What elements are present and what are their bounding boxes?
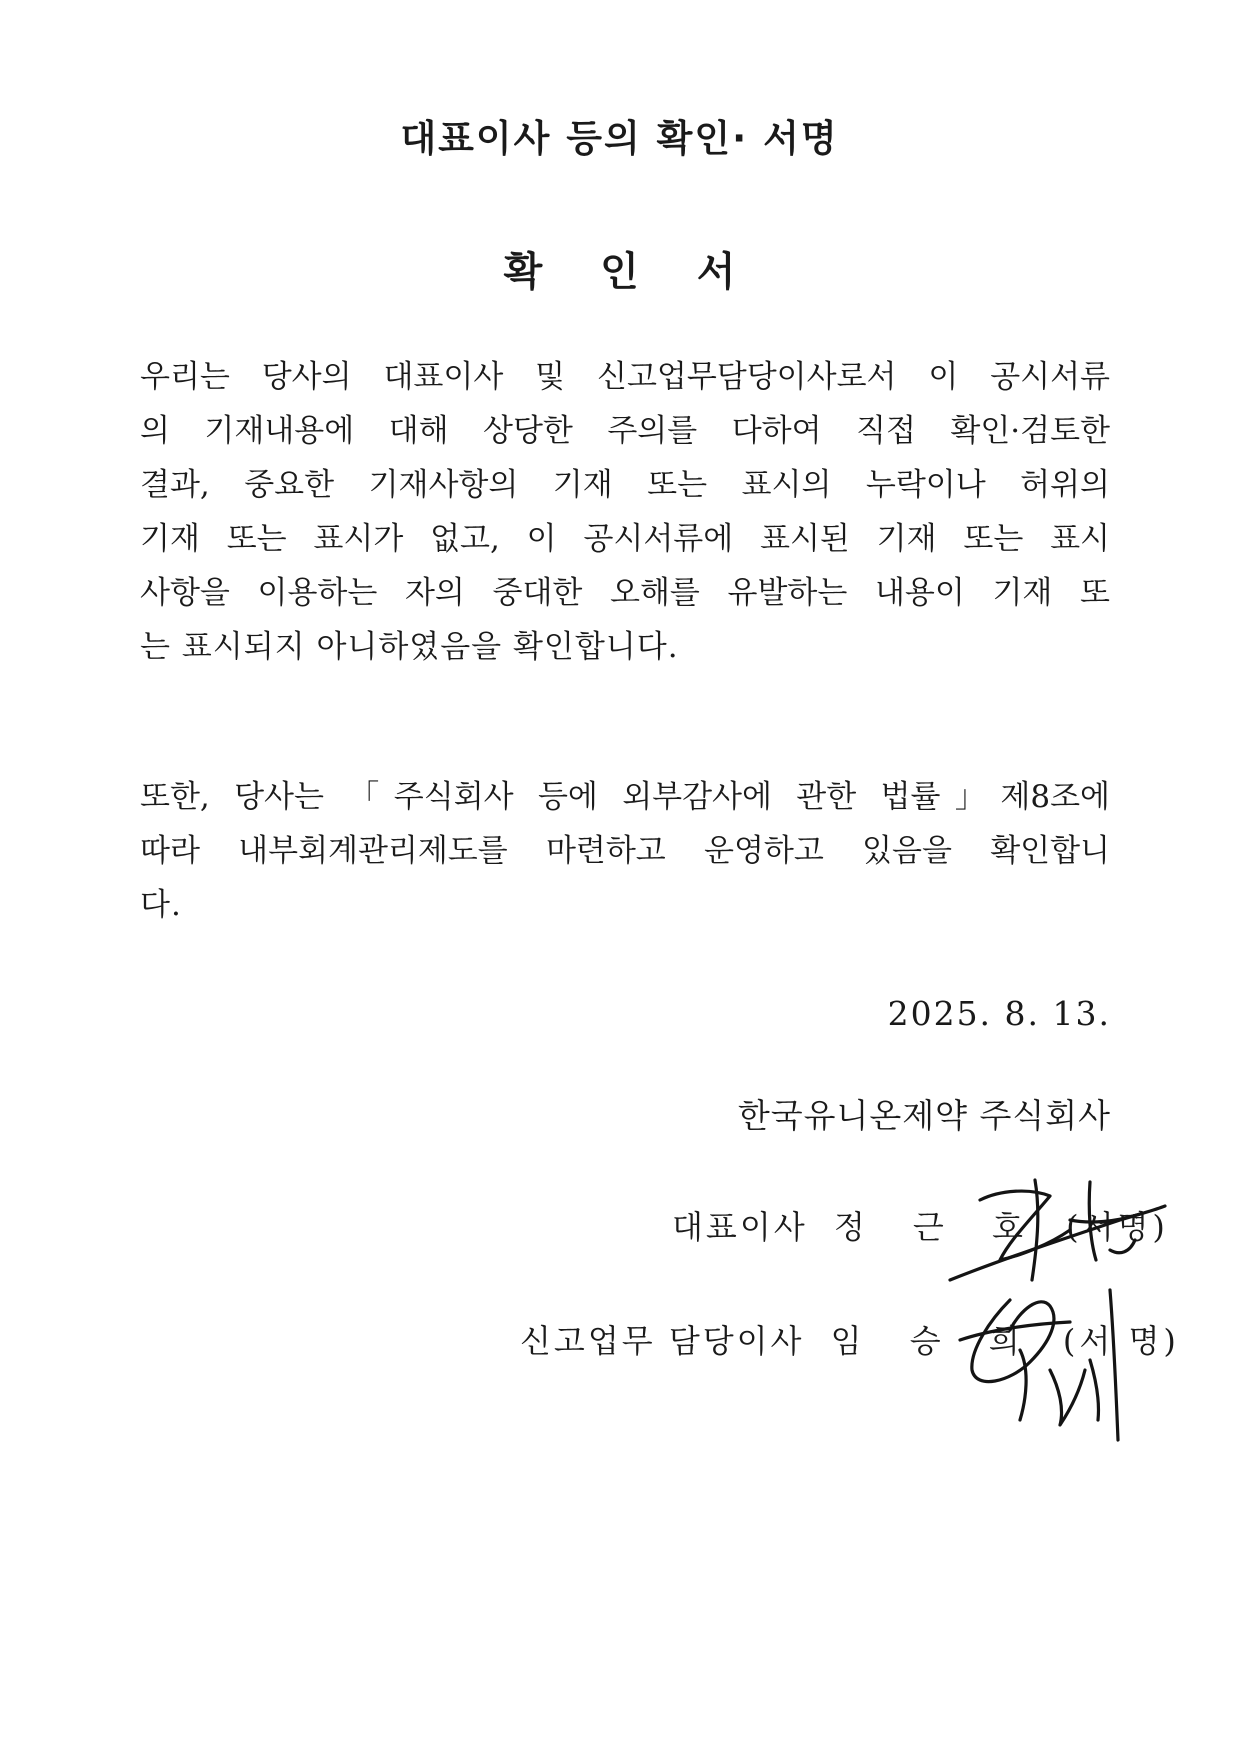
paragraph-line: 는 표시되지 아니하였음을 확인합니다.	[140, 629, 679, 665]
paragraph-line: 또한, 당사는 「주식회사 등에 외부감사에 관한 법률」제8조에	[140, 779, 1110, 815]
paragraph-line: 결과, 중요한 기재사항의 기재 또는 표시의 누락이나 허위의	[140, 467, 1110, 503]
document-title: 확 인 서	[503, 249, 758, 295]
paragraph-line: 우리는 당사의 대표이사 및 신고업무담당이사로서 이 공시서류	[140, 359, 1110, 395]
confirmation-paragraph	[140, 350, 1110, 674]
signer-role: 대표이사	[672, 1208, 808, 1246]
signer-reporting-officer	[520, 1316, 1180, 1362]
document-date: 2025. 8. 13.	[887, 994, 1111, 1033]
paragraph-line: 기재 또는 표시가 없고, 이 공시서류에 표시된 기재 또는 표시	[140, 521, 1110, 557]
internal-control-paragraph	[140, 770, 1110, 932]
company-name: 한국유니온제약 주식회사	[737, 1096, 1111, 1135]
signature-mark: (서 명)	[1062, 1322, 1180, 1360]
paragraph-line: 사항을 이용하는 자의 중대한 오해를 유발하는 내용이 기재 또	[140, 575, 1110, 611]
signer-role: 신고업무 담당이사	[520, 1322, 805, 1360]
signer-name: 정 근 호	[833, 1208, 1042, 1246]
paragraph-line: 의 기재내용에 대해 상당한 주의를 다하여 직접 확인·검토한	[140, 413, 1110, 449]
paragraph-line: 다.	[140, 887, 182, 923]
signature-mark: (서명)	[1066, 1208, 1169, 1246]
signer-name: 임 승 희	[830, 1322, 1039, 1360]
signer-ceo	[672, 1202, 1169, 1248]
page-title: 대표이사 등의 확인· 서명	[400, 117, 839, 160]
paragraph-line: 따라 내부회계관리제도를 마련하고 운영하고 있음을 확인합니	[140, 833, 1110, 869]
